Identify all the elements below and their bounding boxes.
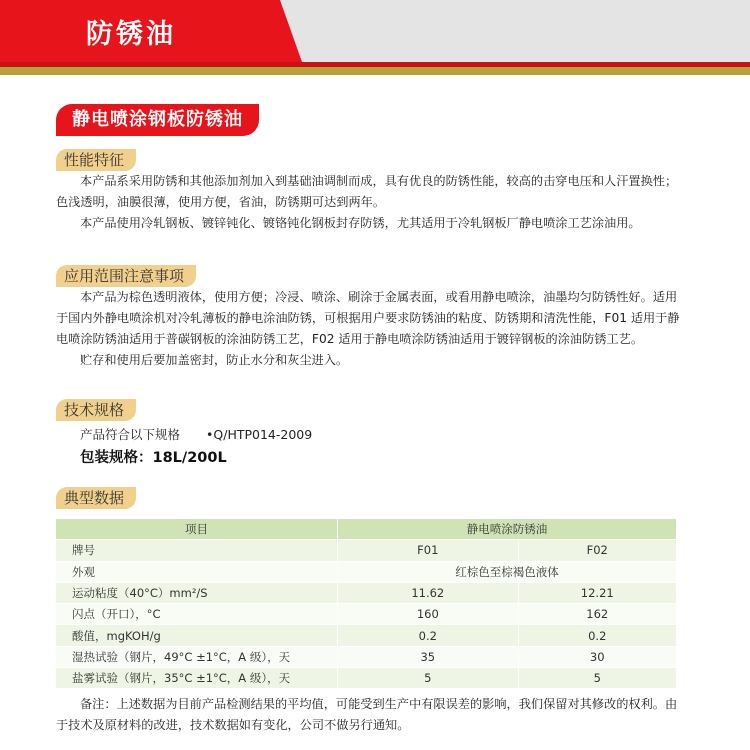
page-title: 防锈油 [86,19,176,50]
table-cell-merged: 红棕色至棕褐色液体 [338,561,676,582]
table-cell-item: 湿热试验（钢片，49°C ±1°C，A 级），天 [56,646,338,667]
table-cell-item: 闪点（开口），°C [56,604,338,625]
table-cell-f02: 162 [518,604,676,625]
table-header-product: 静电喷涂防锈油 [338,519,676,540]
table-cell-f01: F01 [338,540,518,561]
packaging-spec: 包装规格：18L/200L [80,450,227,466]
features-paragraph: 本产品系采用防锈和其他添加剂加入到基础油调制而成，具有优良的防锈性能，较高的击穿电压和人汗置换性；色浅透明，油膜很薄，使用方便，省油，防锈期可达到两年。 [56,174,678,209]
table-cell-f01: 11.62 [338,582,518,603]
table-cell-f02: F02 [518,540,676,561]
product-title: 静电喷涂钢板防锈油 [56,104,259,136]
section-tag-features: 性能特征 [56,149,136,171]
table-cell-f02: 5 [518,668,676,689]
remark-text: 备注：上述数据为目前产品检测结果的平均值，可能受到生产中有限误差的影响，我们保留对其修改的权利。由于技术及原材料的改进，技术数据如有变化，公司不做另行通知。 [56,697,678,732]
table-cell-f01: 35 [338,646,518,667]
table-row [56,625,676,646]
table-cell-item: 盐雾试验（钢片，35°C ±1°C，A 级），天 [56,668,338,689]
table-row [56,646,676,667]
table-header-row [56,519,676,540]
table-cell-item: 酸值，mgKOH/g [56,625,338,646]
table-cell-item: 牌号 [56,540,338,561]
table-cell-f01: 160 [338,604,518,625]
page-header [0,0,750,90]
standard-value: •Q/HTP014-2009 [206,427,313,442]
standard-line [80,425,312,443]
table-cell-f01: 0.2 [338,625,518,646]
application-text [56,287,688,371]
application-paragraph: 本产品为棕色透明液体，使用方便；冷浸、喷涂、刷涂于金属表面，或看用静电喷涂，油墨均匀防锈性好。适用于国内外静电喷涂机对冷轧薄板的静电涂油防锈，可根据用户要求防锈油的粘度、防锈期和清洗性能，F01 适用于静电喷涂防锈油适用于普碳钢板的涂油防锈工艺，F02 适用于静电喷涂防锈油适用于镀锌钢板的涂油防锈工艺。 [56,290,680,346]
section-tag-specs: 技术规格 [56,399,136,421]
table-cell-f02: 0.2 [518,625,676,646]
table-row [56,582,676,603]
section-tag-application: 应用范围注意事项 [56,265,196,287]
table-row [56,604,676,625]
table-row [56,540,676,561]
header-gold-rule [0,67,750,75]
table-cell-f02: 12.21 [518,582,676,603]
table-header-item: 项目 [56,519,338,540]
standard-label: 产品符合以下规格 [80,427,181,442]
table-cell-item: 外观 [56,561,338,582]
table-cell-item: 运动粘度（40°C）mm²/S [56,582,338,603]
table-row [56,561,676,582]
typical-data-table [56,519,676,689]
table-cell-f01: 5 [338,668,518,689]
section-tag-data: 典型数据 [56,487,136,509]
table-row [56,668,676,689]
features-paragraph: 本产品使用冷轧钢板、镀锌钝化、镀铬钝化钢板封存防锈，尤其适用于冷轧钢板厂静电喷涂工艺涂油用。 [80,216,641,230]
table-cell-f02: 30 [518,646,676,667]
features-text [56,171,688,234]
application-paragraph: 贮存和使用后要加盖密封，防止水分和灰尘进入。 [80,353,349,367]
remark-note [56,694,688,736]
